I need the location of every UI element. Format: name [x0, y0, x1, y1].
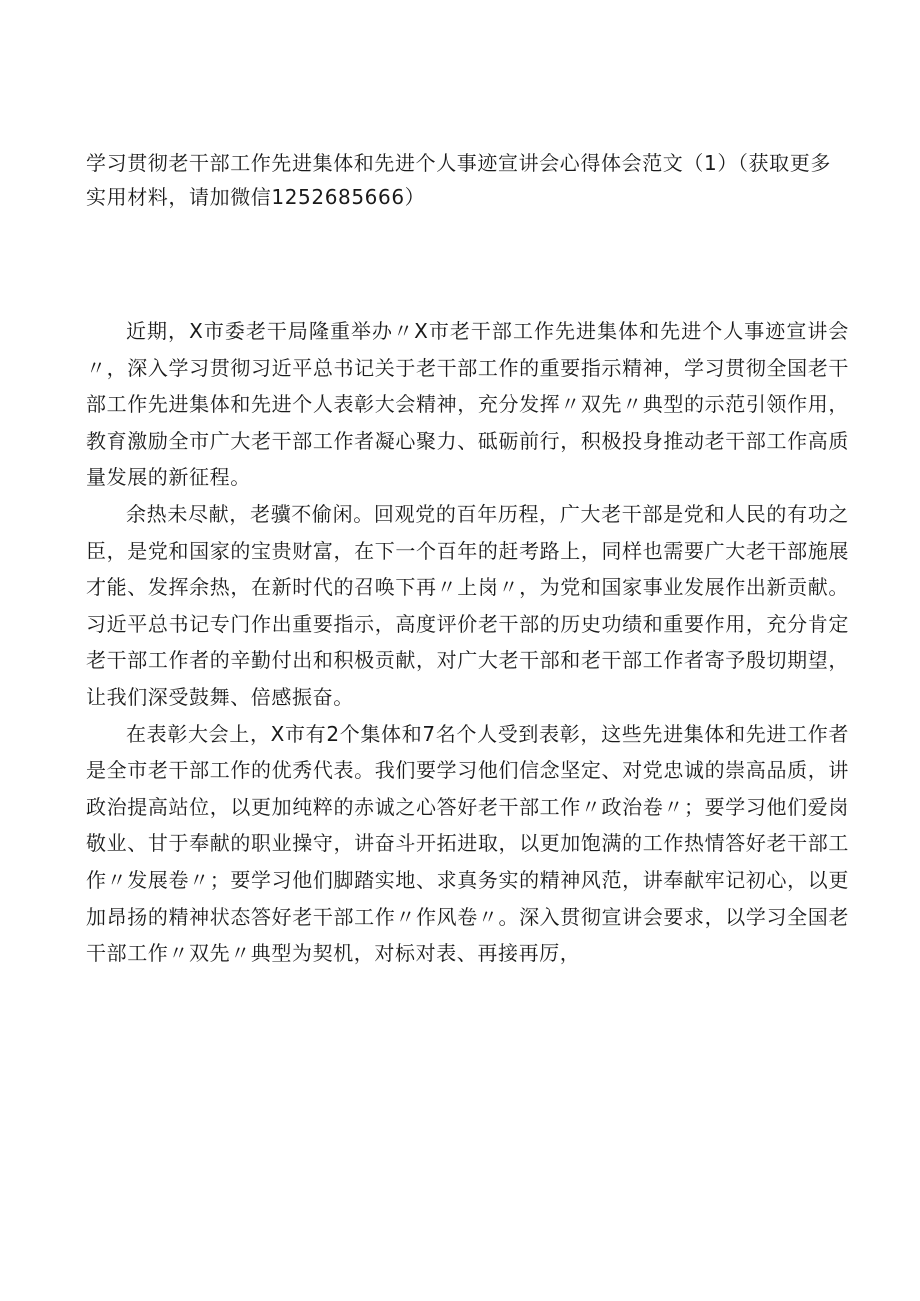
paragraph-1: 近期，X市委老干局隆重举办〃X市老干部工作先进集体和先进个人事迹宣讲会〃，深入学习贯彻习近平总书记关于老干部工作的重要指示精神，学习贯彻全国老干部工作先进集体和先进个人表彰大会精神，充分发挥〃双先〃典型的示范引领作用，教育激励全市广大老干部工作者凝心聚力、砥砺前行，积极投身推动老干部工作高质量发展的新征程。 [86, 319, 849, 490]
document-title: 学习贯彻老干部工作先进集体和先进个人事迹宣讲会心得体会范文（1）（获取更多实用材料，请加微信1252685666） [86, 151, 831, 209]
paragraph-3: 在表彰大会上，X市有2个集体和7名个人受到表彰，这些先进集体和先进工作者是全市老干部工作的优秀代表。我们要学习他们信念坚定、对党忠诚的崇高品质，讲政治提高站位，以更加纯粹的赤诚之心答好老干部工作〃政治卷〃；要学习他们爱岗敬业、甘于奉献的职业操守，讲奋斗开拓进取，以更加饱满的工作热情答好老干部工作〃发展卷〃；要学习他们脚踏实地、求真务实的精神风范，讲奉献牢记初心，以更加昂扬的精神状态答好老干部工作〃作风卷〃。深入贯彻宣讲会要求，以学习全国老干部工作〃双先〃典型为契机，对标对表、再接再厉， [86, 721, 849, 966]
document-body [86, 313, 849, 972]
paragraph-2: 余热未尽献，老骥不偷闲。回观党的百年历程，广大老干部是党和人民的有功之臣，是党和国家的宝贵财富，在下一个百年的赶考路上，同样也需要广大老干部施展才能、发挥余热，在新时代的召唤下再〃上岗〃，为党和国家事业发展作出新贡献。习近平总书记专门作出重要指示，高度评价老干部的历史功绩和重要作用，充分肯定老干部工作者的辛勤付出和积极贡献，对广大老干部和老干部工作者寄予殷切期望，让我们深受鼓舞、倍感振奋。 [86, 501, 849, 709]
